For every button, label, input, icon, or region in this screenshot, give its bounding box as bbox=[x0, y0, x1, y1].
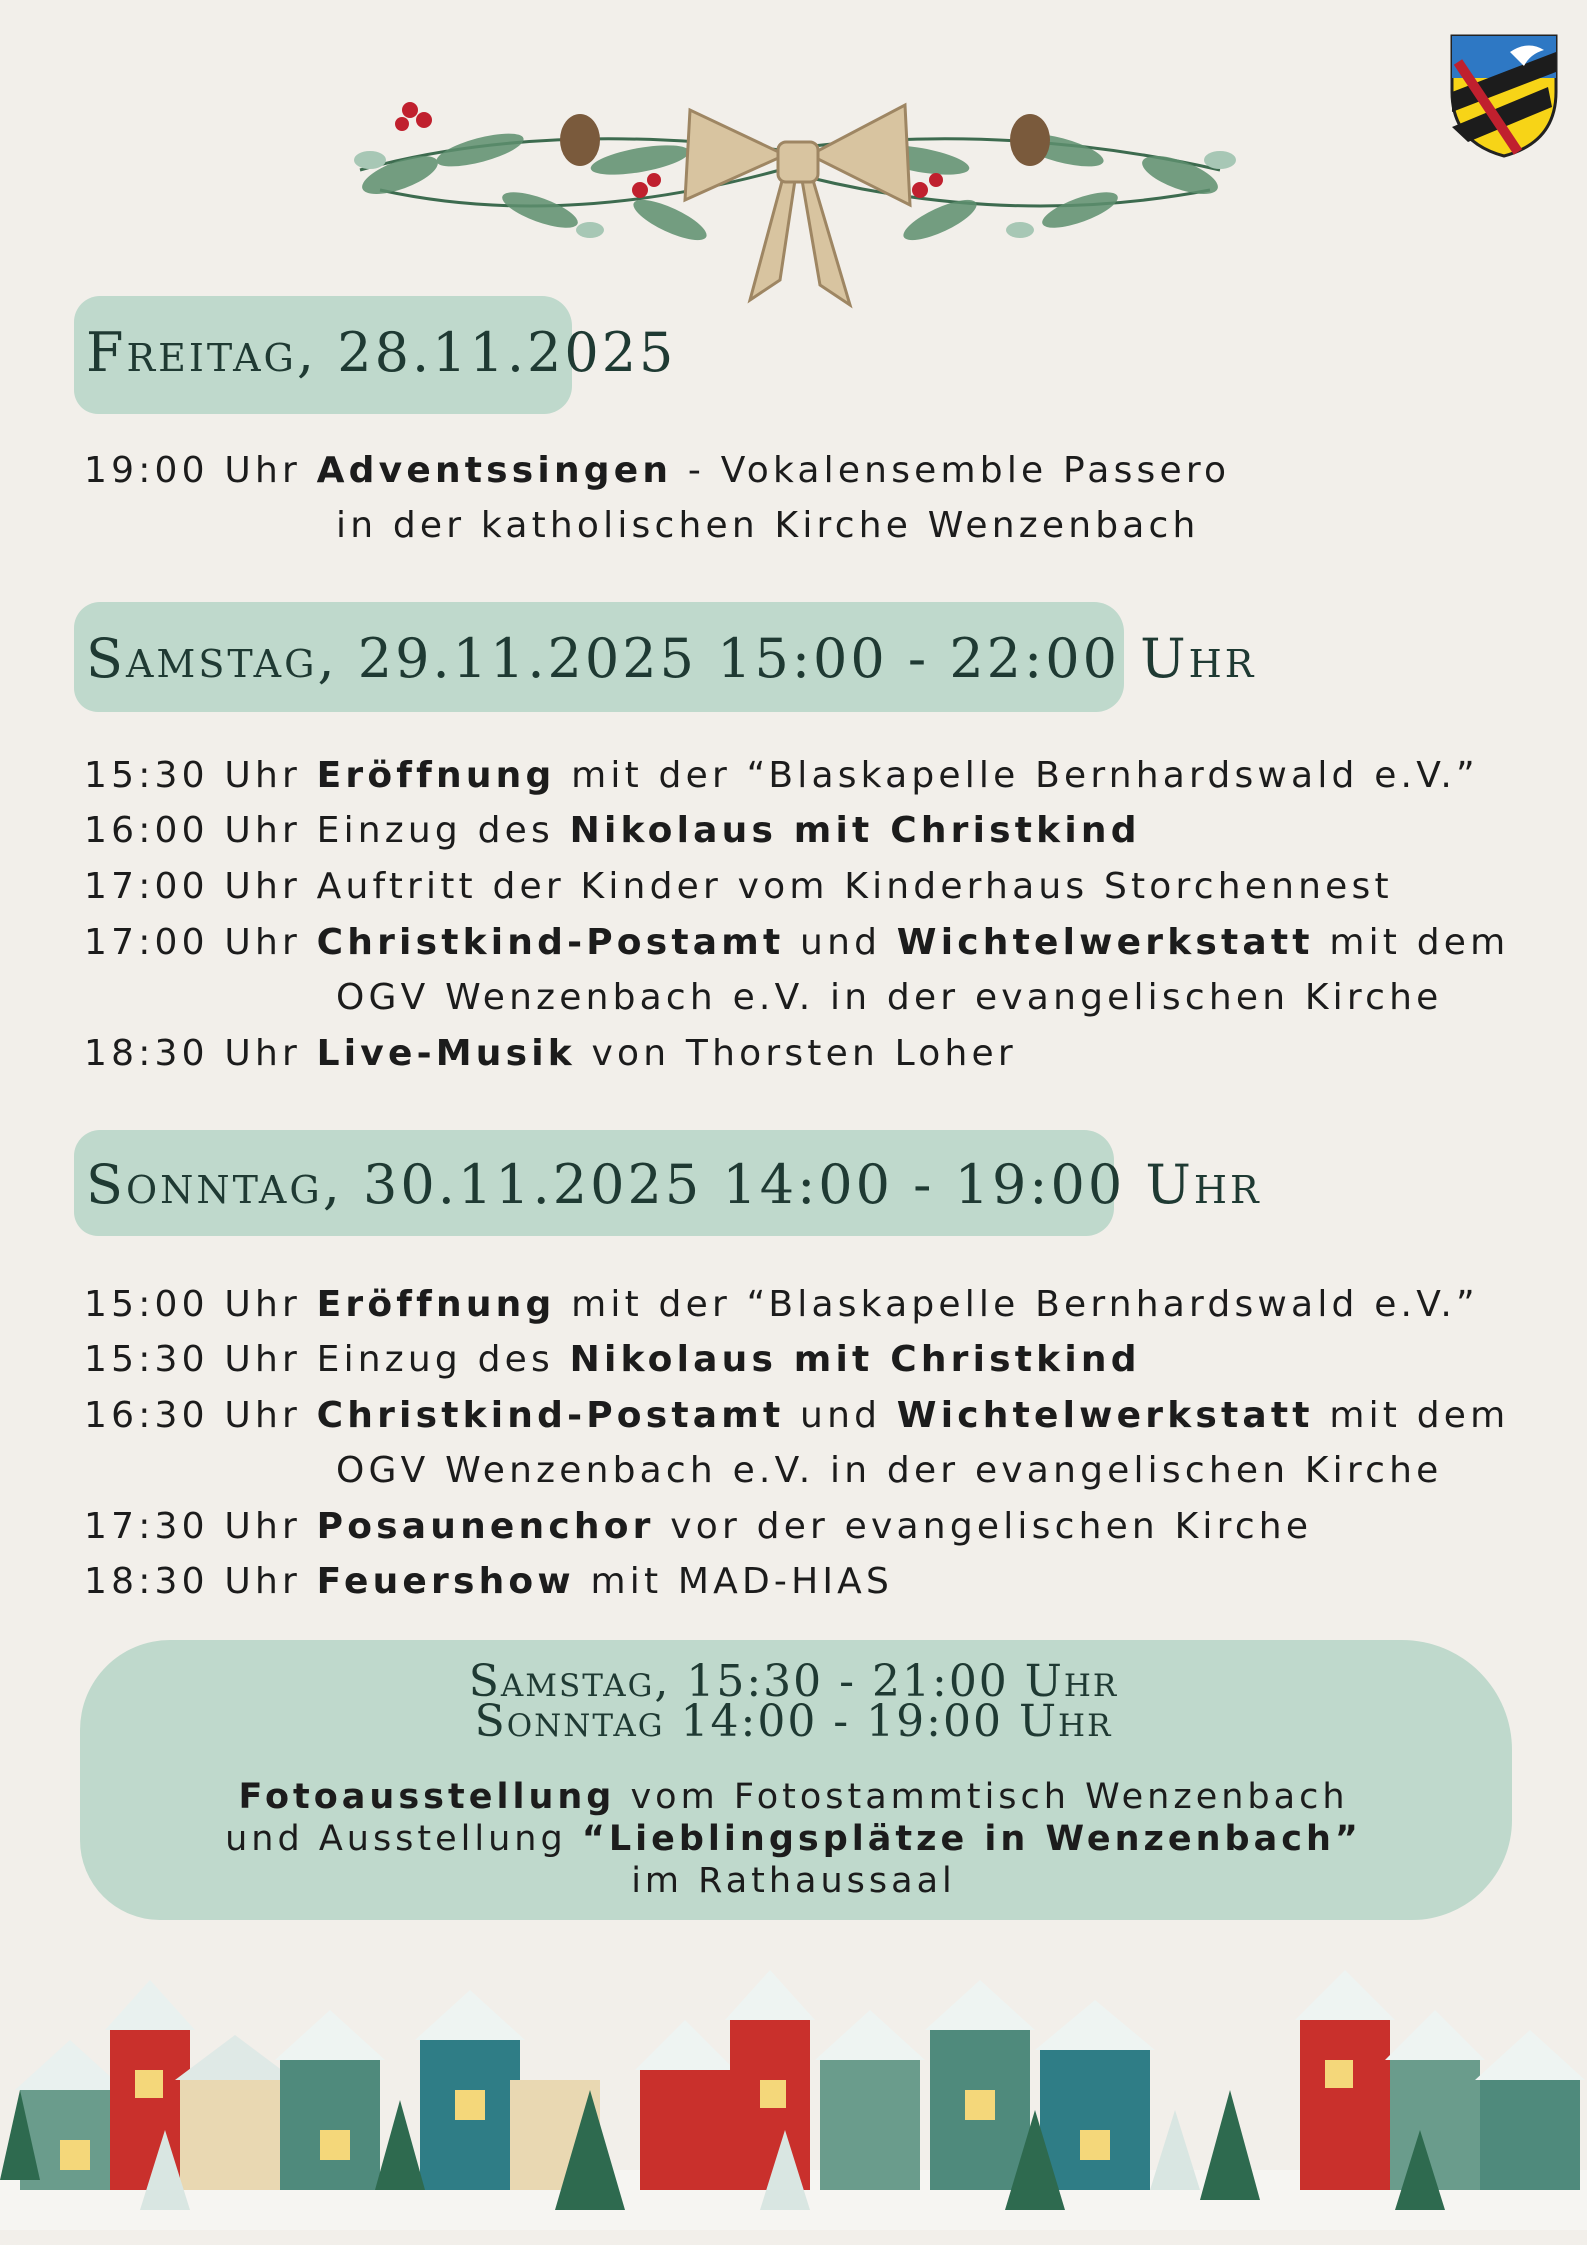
exhibition-saturday-hours: Samstag, 15:30 - 21:00 Uhr bbox=[468, 1656, 1119, 1707]
event-detail: mit der “Blaskapelle Bernhardswald e.V.” bbox=[555, 755, 1479, 796]
event-detail: Einzug des bbox=[316, 1339, 570, 1380]
event-time: 18:30 Uhr bbox=[84, 1561, 301, 1602]
event-time: 15:30 Uhr bbox=[84, 755, 301, 796]
event-time: 17:30 Uhr bbox=[84, 1506, 301, 1547]
event-detail: mit der “Blaskapelle Bernhardswald e.V.” bbox=[555, 1284, 1479, 1325]
coat-of-arms-icon bbox=[1448, 32, 1560, 160]
sunday-event-4 bbox=[84, 1506, 1313, 1547]
event-detail: und bbox=[784, 1395, 897, 1436]
event-detail: vor der evangelischen Kirche bbox=[654, 1506, 1313, 1547]
event-detail: mit dem bbox=[1313, 1395, 1510, 1436]
event-detail: mit MAD-HIAS bbox=[574, 1561, 894, 1602]
event-time: 19:00 Uhr bbox=[84, 450, 301, 491]
sunday-event-5 bbox=[84, 1561, 894, 1602]
sunday-event-3-location: OGV Wenzenbach e.V. in der evangelischen Kirche bbox=[336, 1450, 1443, 1491]
saturday-event-4-location: OGV Wenzenbach e.V. in der evangelischen Kirche bbox=[336, 977, 1443, 1018]
event-title: Eröffnung bbox=[316, 755, 556, 796]
event-title: Posaunenchor bbox=[316, 1506, 655, 1547]
event-title: Adventssingen bbox=[316, 450, 673, 491]
christmas-garland-bow-icon bbox=[340, 80, 1250, 310]
exhibition-line-2 bbox=[0, 1819, 1587, 1859]
winter-village-houses-icon bbox=[0, 1940, 1587, 2230]
event-title: Eröffnung bbox=[316, 1284, 556, 1325]
event-time: 18:30 Uhr bbox=[84, 1033, 301, 1074]
exhibition-line-1 bbox=[0, 1777, 1587, 1817]
saturday-event-3 bbox=[84, 866, 1393, 907]
event-detail: Einzug des bbox=[316, 810, 570, 851]
event-title: Wichtelwerkstatt bbox=[896, 1395, 1314, 1436]
sunday-heading: Sonntag, 30.11.2025 14:00 - 19:00 Uhr bbox=[86, 1153, 1262, 1216]
event-title: Nikolaus mit Christkind bbox=[569, 810, 1141, 851]
exhibition-sunday-hours: Sonntag 14:00 - 19:00 Uhr bbox=[474, 1696, 1113, 1747]
event-detail: Auftritt der Kinder vom Kinderhaus Storchennest bbox=[316, 866, 1393, 907]
event-title: Christkind-Postamt bbox=[316, 922, 785, 963]
friday-heading: Freitag, 28.11.2025 bbox=[86, 321, 677, 384]
event-title: Wichtelwerkstatt bbox=[896, 922, 1314, 963]
saturday-event-2 bbox=[84, 810, 1141, 851]
friday-event-1 bbox=[84, 450, 1231, 491]
exhibition-title: Fotoausstellung bbox=[238, 1777, 616, 1817]
event-time: 17:00 Uhr bbox=[84, 922, 301, 963]
exhibition-location: im Rathaussaal bbox=[631, 1861, 956, 1901]
friday-event-1-location: in der katholischen Kirche Wenzenbach bbox=[336, 505, 1200, 546]
event-detail: von Thorsten Loher bbox=[575, 1033, 1017, 1074]
saturday-event-5 bbox=[84, 1033, 1017, 1074]
event-detail: - Vokalensemble Passero bbox=[672, 450, 1231, 491]
event-time: 15:00 Uhr bbox=[84, 1284, 301, 1325]
exhibition-detail: und Ausstellung bbox=[225, 1819, 582, 1859]
saturday-event-4 bbox=[84, 922, 1510, 963]
event-title: Nikolaus mit Christkind bbox=[569, 1339, 1141, 1380]
event-time: 15:30 Uhr bbox=[84, 1339, 301, 1380]
exhibition-detail: vom Fotostammtisch Wenzenbach bbox=[615, 1777, 1349, 1817]
event-title: Live-Musik bbox=[316, 1033, 576, 1074]
saturday-heading: Samstag, 29.11.2025 15:00 - 22:00 Uhr bbox=[86, 627, 1257, 690]
event-detail: mit dem bbox=[1313, 922, 1510, 963]
saturday-event-1 bbox=[84, 755, 1479, 796]
sunday-event-3 bbox=[84, 1395, 1510, 1436]
sunday-event-1 bbox=[84, 1284, 1479, 1325]
event-title: Christkind-Postamt bbox=[316, 1395, 785, 1436]
exhibition-title: “Lieblingsplätze in Wenzenbach” bbox=[581, 1819, 1362, 1859]
sunday-event-2 bbox=[84, 1339, 1141, 1380]
event-title: Feuershow bbox=[316, 1561, 575, 1602]
event-time: 17:00 Uhr bbox=[84, 866, 301, 907]
event-time: 16:00 Uhr bbox=[84, 810, 301, 851]
event-time: 16:30 Uhr bbox=[84, 1395, 301, 1436]
event-detail: und bbox=[784, 922, 897, 963]
